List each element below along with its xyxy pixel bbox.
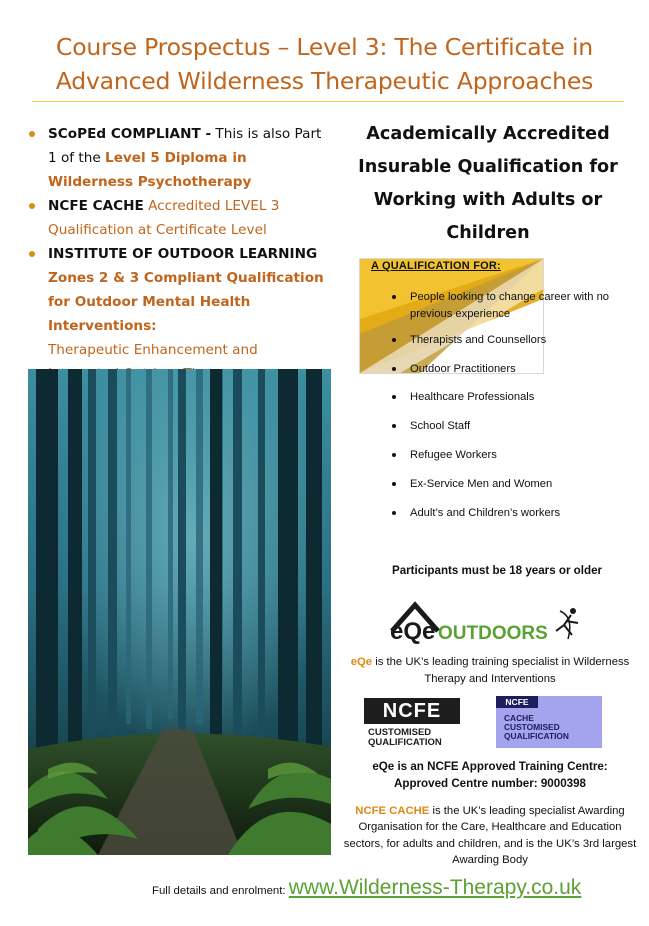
highlights-list	[28, 122, 328, 386]
bullet-icon	[392, 424, 396, 428]
list-item: Refugee Workers	[390, 447, 630, 476]
eqe-logo-prefix: eQe	[390, 618, 436, 645]
forest-path-image	[28, 369, 331, 855]
list-item: Ex-Service Men and Women	[390, 476, 630, 505]
footer-label: Full details and enrolment:	[152, 885, 289, 897]
list-item: People looking to change career with no previous experience	[390, 289, 630, 318]
ncfe-customised-logo: NCFE CUSTOMISED QUALIFICATION	[364, 698, 472, 748]
bullet-icon	[392, 511, 396, 515]
bullet-icon	[392, 395, 396, 399]
age-requirement: Participants must be 18 years or older	[391, 564, 603, 577]
bullet-icon	[29, 131, 35, 137]
title-line-2: Advanced Wilderness Therapeutic Approaches	[55, 67, 594, 95]
bullet-icon	[392, 295, 396, 299]
qualification-audience-list	[390, 289, 630, 533]
list-item: Healthcare Professionals	[390, 389, 630, 418]
page-title	[0, 30, 649, 98]
bullet-icon	[29, 203, 35, 209]
bullet-icon	[29, 251, 35, 257]
list-item: School Staff	[390, 418, 630, 447]
title-divider	[32, 101, 624, 102]
website-link[interactable]: www.Wilderness-Therapy.co.uk	[288, 876, 582, 899]
ncfe-cache-description: NCFE CACHE is the UK's leading specialist Awarding Organisation for the Care, Healthcare and Education sectors, for adults and children, and is the UK’s 3rd largest Awarding Body	[343, 805, 637, 867]
highlight-iol: INSTITUTE OF OUTDOOR LEARNING Zones 2 & 3 Compliant Qualification for Outdoor Mental Health Interventions: Therapeutic Enhancement and	[28, 242, 328, 386]
eqe-description: eQe is the UK’s leading training specialist in Wilderness Therapy and Interventions	[350, 656, 630, 685]
highlight-scoped: SCoPEd COMPLIANT - This is also Part 1 of the Level 5 Diploma in Wilderness Psychotherapy	[28, 122, 328, 194]
bullet-icon	[392, 482, 396, 486]
highlight-ncfe: NCFE CACHE Accredited LEVEL 3 Qualification at Certificate Level	[28, 194, 328, 242]
bullet-icon	[392, 453, 396, 457]
eqe-outdoors-logo	[388, 601, 588, 645]
qualification-title: A QUALIFICATION FOR:	[371, 260, 501, 272]
footer	[152, 876, 632, 900]
approved-centre-note: eQe is an NCFE Approved Training Centre: Approved Centre number: 9000398	[372, 760, 608, 790]
accreditation-heading: Academically Accredited Insurable Qualification for Working with Adults or Children	[358, 124, 618, 243]
list-item: Adult’s and Children’s workers	[390, 505, 630, 534]
bullet-icon	[392, 367, 396, 371]
list-item: Outdoor Practitioners	[390, 361, 630, 390]
eqe-logo-word: OUTDOORS	[438, 623, 548, 644]
cache-customised-logo: NCFE CACHE CUSTOMISED QUALIFICATION	[496, 696, 602, 748]
bullet-icon	[392, 338, 396, 342]
list-item: Therapists and Counsellors	[390, 332, 630, 361]
title-line-1: Course Prospectus – Level 3: The Certificate in	[56, 33, 593, 61]
